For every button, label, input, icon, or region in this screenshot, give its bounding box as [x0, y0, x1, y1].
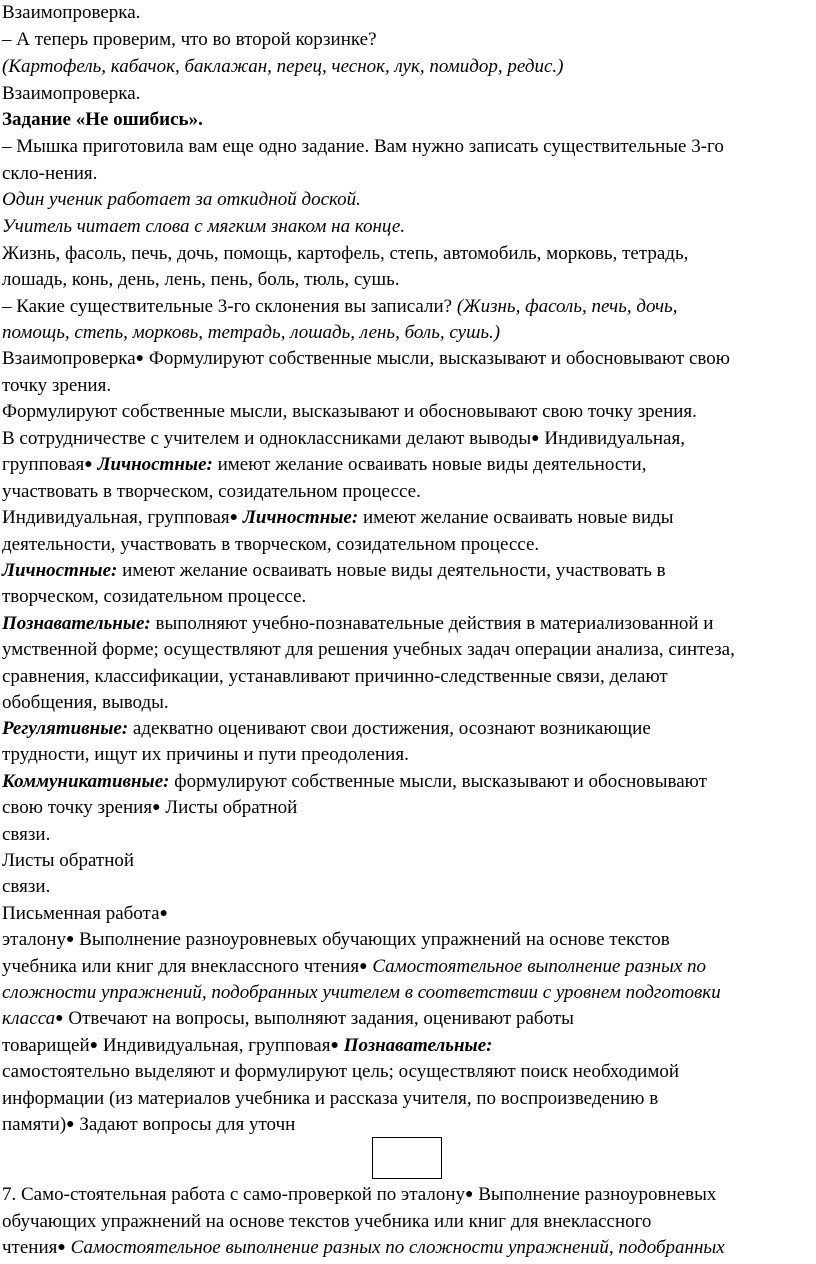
text-run: Задают вопросы для уточн: [79, 1114, 296, 1135]
bullet-icon: ●: [330, 1038, 339, 1053]
bullet-icon: ●: [465, 1187, 474, 1202]
text-line: Один ученик работает за откидной доской.: [2, 189, 361, 210]
text-run: Формулируют собственные мысли, высказывают и обосновывают свою: [148, 348, 730, 369]
text-line: Взаимопроверка.: [2, 2, 141, 23]
text-line: [2, 1006, 574, 1034]
text-line: [2, 426, 685, 454]
text-run: Коммуникативные:: [2, 771, 170, 792]
bullet-icon: ●: [152, 800, 161, 815]
text-run: Личностные:: [97, 454, 213, 475]
text-line: (Картофель, кабачок, баклажан, перец, чеснок, лук, помидор, редис.): [2, 56, 564, 77]
text-run: 7. Само-стоятельная работа с само-проверкой по эталону: [2, 1184, 465, 1205]
text-line: Жизнь, фасоль, печь, дочь, помощь, картофель, степь, автомобиль, морковь, тетрадь,: [2, 243, 689, 264]
text-line: [2, 954, 706, 982]
text-line: [2, 901, 168, 929]
empty-frame: [372, 1137, 442, 1179]
text-line: [2, 294, 677, 320]
text-run: имеют желание осваивать новые виды: [362, 507, 674, 528]
text-line: Формулируют собственные мысли, высказывают и обосновывают свою точку зрения.: [2, 401, 697, 422]
text-run: Личностные:: [242, 507, 359, 528]
text-line: [2, 452, 646, 480]
text-run: чтения: [2, 1237, 58, 1258]
text-run: товарищей: [2, 1035, 90, 1056]
text-run: Взаимопроверка: [2, 348, 136, 369]
text-run: Индивидуальная, групповая: [102, 1035, 331, 1056]
text-line: самостоятельно выделяют и формулируют цель; осуществляют поиск необходимой: [2, 1061, 680, 1082]
text-run: Самостоятельное выполнение разных по: [372, 956, 707, 977]
text-line: информации (из материалов учебника и рассказа учителя, по воспроизведению в: [2, 1088, 659, 1109]
text-line: [2, 1182, 716, 1210]
text-run: памяти): [2, 1114, 67, 1135]
text-run: Отвечают на вопросы, выполняют задания, оценивают работы: [68, 1008, 574, 1029]
text-line: связи.: [2, 824, 51, 845]
bullet-icon: ●: [66, 1117, 75, 1132]
text-run: эталону: [2, 929, 66, 950]
text-line: – А теперь проверим, что во второй корзинке?: [2, 29, 377, 50]
bullet-icon: ●: [229, 510, 239, 525]
text-line: [2, 1235, 725, 1263]
text-line: творческом, созидательном процессе.: [2, 586, 307, 607]
text-line: лошадь, конь, день, лень, пень, боль, тюль, сушь.: [2, 269, 400, 290]
text-line: [2, 611, 713, 637]
section-heading: Задание «Не ошибись».: [2, 109, 203, 130]
text-run: (Жизнь, фасоль, печь, дочь,: [456, 296, 678, 317]
text-line: сравнения, классификации, устанавливают причинно-следственные связи, делают: [2, 666, 668, 687]
text-line: – Мышка приготовила вам еще одно задание. Вам нужно записать существительные 3-го: [2, 136, 724, 157]
text-line: [2, 346, 730, 374]
bullet-icon: ●: [159, 906, 168, 921]
text-run: Познавательные:: [2, 613, 151, 634]
text-line: Взаимопроверка.: [2, 83, 141, 104]
text-line: Листы обратной: [2, 850, 135, 871]
text-line: обобщения, выводы.: [2, 692, 169, 713]
text-line: точку зрения.: [2, 375, 112, 396]
text-line: помощь, степь, морковь, тетрадь, лошадь, лень, боль, сушь.): [2, 322, 501, 343]
text-line: [2, 1112, 295, 1140]
text-run: Письменная работа: [2, 903, 160, 924]
text-run: Индивидуальная, групповая: [2, 507, 230, 528]
text-run: Листы обратной: [165, 797, 298, 818]
bullet-icon: ●: [84, 457, 93, 472]
text-run: имеют желание осваивать новые виды деятельности, участвовать в: [122, 560, 666, 581]
bullet-icon: ●: [55, 1011, 64, 1026]
text-line: трудности, ищут их причины и пути преодоления.: [2, 744, 409, 765]
bullet-icon: ●: [57, 1240, 66, 1255]
text-run: учебника или книг для внеклассного чтения: [2, 956, 360, 977]
text-line: [2, 769, 707, 795]
bullet-icon: ●: [531, 431, 540, 446]
text-line: [2, 1033, 492, 1061]
text-line: умственной форме; осуществляют для решения учебных задач операции анализа, синтеза,: [2, 639, 735, 660]
text-line: обучающих упражнений на основе текстов учебника или книг для внеклассного: [2, 1211, 652, 1232]
text-run: класса: [2, 1008, 56, 1029]
text-line: участвовать в творческом, созидательном процессе.: [2, 481, 421, 502]
text-line: [2, 795, 297, 823]
text-line: сложности упражнений, подобранных учителем в соответствии с уровнем подготовки: [2, 982, 721, 1003]
text-run: имеют желание осваивать новые виды деятельности,: [217, 454, 647, 475]
text-run: В сотрудничестве с учителем и одноклассниками делают выводы: [2, 428, 532, 449]
bullet-icon: ●: [359, 959, 368, 974]
text-run: Выполнение разноуровневых: [478, 1184, 717, 1205]
text-run: Личностные:: [2, 560, 118, 581]
text-line: деятельности, участвовать в творческом, созидательном процессе.: [2, 534, 540, 555]
text-run: Регулятивные:: [2, 718, 129, 739]
text-run: выполняют учебно-познавательные действия в материализованной и: [155, 613, 714, 634]
text-line: Учитель читает слова с мягким знаком на конце.: [2, 216, 406, 237]
text-run: свою точку зрения: [2, 797, 153, 818]
text-run: Самостоятельное выполнение разных по сложности упражнений, подобранных: [70, 1237, 725, 1258]
text-run: адекватно оценивают свои достижения, осознают возникающие: [132, 718, 651, 739]
text-line: связи.: [2, 876, 51, 897]
text-line: [2, 505, 674, 533]
text-line: [2, 927, 670, 955]
bullet-icon: ●: [89, 1038, 99, 1053]
text-run: групповая: [2, 454, 85, 475]
text-run: формулируют собственные мысли, высказывают и обосновывают: [174, 771, 707, 792]
text-run: Индивидуальная,: [544, 428, 685, 449]
text-run: Выполнение разноуровневых обучающих упражнений на основе текстов: [79, 929, 670, 950]
text-line: [2, 716, 651, 742]
text-run: Познавательные:: [343, 1035, 493, 1056]
bullet-icon: ●: [65, 932, 75, 947]
text-line: [2, 558, 666, 584]
text-run: – Какие существительные 3-го склонения вы записали?: [2, 296, 453, 317]
text-line: скло-нения.: [2, 163, 98, 184]
bullet-icon: ●: [135, 351, 145, 366]
